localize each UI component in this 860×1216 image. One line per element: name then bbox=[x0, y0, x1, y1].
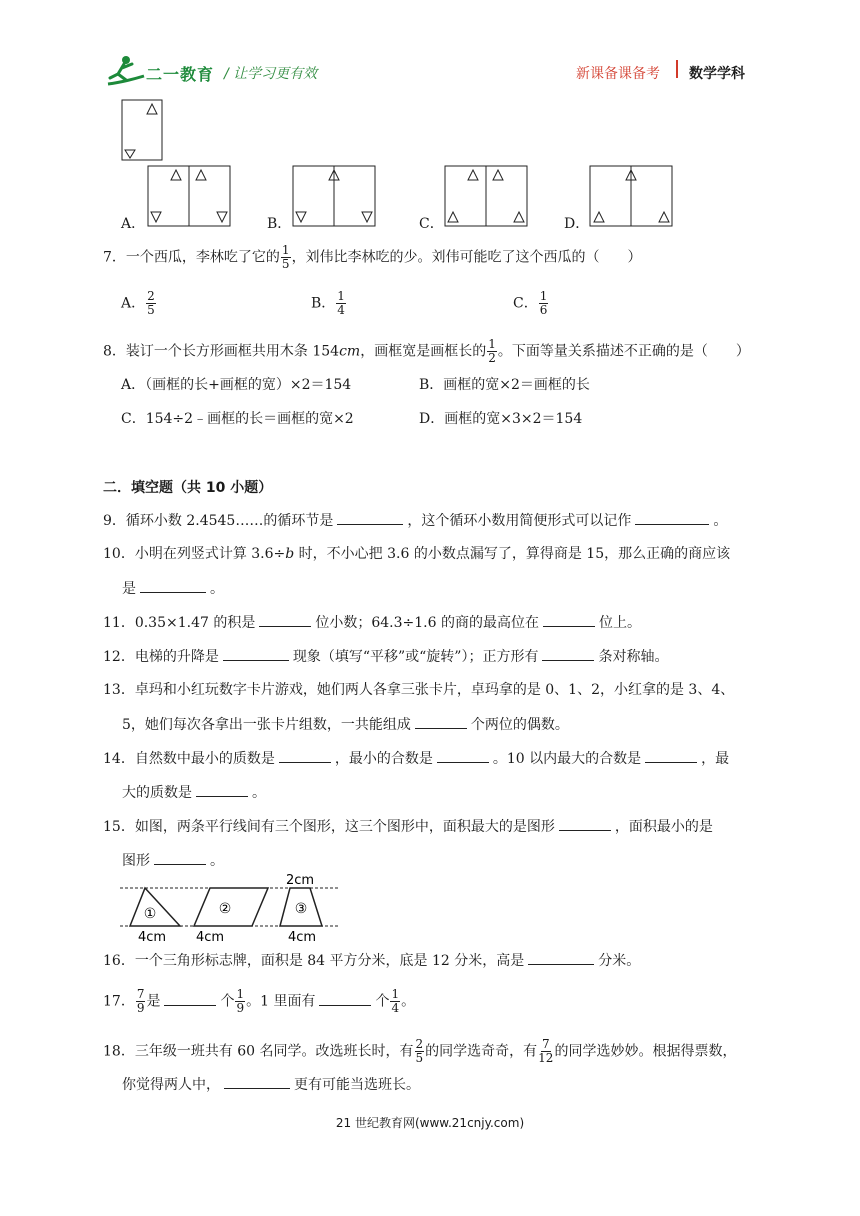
q14-blank-1[interactable] bbox=[279, 748, 331, 763]
q9-blank-1[interactable] bbox=[337, 510, 403, 525]
q18-line-1: 18．三年级一班共有 60 名同学。改选班长时，有 $\frac{2}{5}$ 的同学选奇奇，有 $\frac{7}{12}$ 的同学选妙妙。根据得票数， bbox=[103, 1037, 737, 1065]
q10-blank[interactable] bbox=[140, 578, 206, 593]
svg-text:①: ① bbox=[143, 906, 157, 922]
header-subject: 数学学科 bbox=[689, 66, 745, 82]
q16: 16．一个三角形标志牌，面积是 84 平方分米，底是 12 分米，高是 分米。 bbox=[103, 950, 640, 971]
q13-line-1: 13．卓玛和小红玩数字卡片游戏，她们两人各拿三张卡片，卓玛拿的是 0、1、2，小红拿的是 3、4、 bbox=[103, 682, 735, 698]
q14-line-2: 大的质数是 。 bbox=[122, 782, 266, 803]
logo-text: 二一教育 bbox=[146, 65, 215, 84]
svg-text:4cm: 4cm bbox=[195, 930, 225, 944]
q13-line-2: 5，她们每次各拿出一张卡片组数，一共能组成 个两位的偶数。 bbox=[122, 714, 569, 735]
header-tagline: 新课备课备考 bbox=[576, 66, 660, 82]
q12-blank-2[interactable] bbox=[542, 646, 594, 661]
page-footer: 21 世纪教育网(www.21cnjy.com) bbox=[335, 1116, 525, 1130]
q14-line-1: 14．自然数中最小的质数是 ，最小的合数是 。10 以内最大的合数是 ，最 bbox=[103, 748, 729, 769]
q8-option-c[interactable]: C．154÷2﹣画框的长＝画框的宽×2 bbox=[121, 411, 354, 427]
q15-figure bbox=[118, 872, 344, 944]
q8-option-b[interactable]: B．画框的宽×2＝画框的长 bbox=[419, 377, 590, 393]
q11: 11．0.35×1.47 的积是 位小数；64.3÷1.6 的商的最高位在 位上。 bbox=[103, 612, 641, 633]
header-slogan: / 让学习更有效 bbox=[224, 66, 318, 82]
q6-option-a-figure bbox=[148, 166, 230, 226]
q7-fraction: $\frac{1}{5}$ bbox=[281, 243, 290, 271]
svg-text:③: ③ bbox=[294, 901, 308, 917]
q15-line-1: 15．如图，两条平行线间有三个图形，这三个图形中，面积最大的是图形 ，面积最小的是 bbox=[103, 816, 713, 837]
q9: 9．循环小数 2.4545……的循环节是 ，这个循环小数用简便形式可以记作 。 bbox=[103, 510, 727, 531]
q8-fraction: $\frac{1}{2}$ bbox=[488, 337, 496, 365]
q6-option-c[interactable]: C． bbox=[419, 216, 444, 232]
q6-option-b[interactable]: B． bbox=[267, 216, 292, 232]
q7-stem: 7．一个西瓜，李林吃了它的 $\frac{1}{5}$ ，刘伟比李林吃的少。刘伟可能吃了这个西瓜的（ ） bbox=[103, 243, 642, 271]
q14-blank-4[interactable] bbox=[196, 782, 248, 797]
q14-blank-3[interactable] bbox=[645, 748, 697, 763]
q15-blank-2[interactable] bbox=[154, 850, 206, 865]
section-fill-in-title: 二．填空题（共 10 小题） bbox=[103, 480, 273, 496]
svg-text:2cm: 2cm bbox=[285, 873, 315, 888]
q6-option-c-figure bbox=[445, 166, 527, 226]
q7-option-c[interactable]: C． $\frac{1}{6}$ bbox=[513, 289, 548, 317]
q10-line-1: 10．小明在列竖式计算 3.6÷b 时，不小心把 3.6 的小数点漏写了，算得商是 15，那么正确的商应该 bbox=[103, 546, 731, 562]
q6-option-d[interactable]: D． bbox=[564, 216, 590, 232]
q6-figure bbox=[100, 96, 700, 236]
q10-line-2: 是 。 bbox=[122, 578, 224, 599]
q18-line-2: 你觉得两人中， 更有可能当选班长。 bbox=[122, 1074, 420, 1095]
q18-blank[interactable] bbox=[224, 1074, 290, 1089]
q6-option-b-figure bbox=[293, 166, 375, 226]
q7-option-a[interactable]: A． $\frac{2}{5}$ bbox=[121, 289, 155, 317]
svg-text:4cm: 4cm bbox=[287, 930, 317, 944]
svg-text:4cm: 4cm bbox=[137, 930, 167, 944]
q13-blank[interactable] bbox=[415, 714, 467, 729]
q11-blank-1[interactable] bbox=[259, 612, 311, 627]
header-divider bbox=[676, 60, 678, 78]
q7-option-b[interactable]: B． $\frac{1}{4}$ bbox=[311, 289, 345, 317]
q6-option-d-figure bbox=[590, 166, 672, 226]
q17-blank-1[interactable] bbox=[164, 991, 216, 1006]
q15-line-2: 图形 。 bbox=[122, 850, 224, 871]
q8-stem: 8．装订一个长方形画框共用木条 154cm，画框宽是画框长的 $\frac{1}{2}$ 。下面等量关系描述不正确的是（ ） bbox=[103, 337, 750, 365]
q16-blank[interactable] bbox=[528, 950, 594, 965]
q8-option-d[interactable]: D．画框的宽×3×2＝154 bbox=[419, 411, 583, 427]
q15-blank-1[interactable] bbox=[559, 816, 611, 831]
q12: 12．电梯的升降是 现象（填写“平移”或“旋转”）；正方形有 条对称轴。 bbox=[103, 646, 668, 667]
q9-blank-2[interactable] bbox=[635, 510, 709, 525]
q6-option-a[interactable]: A． bbox=[121, 216, 146, 232]
svg-text:②: ② bbox=[218, 901, 232, 917]
q17: 17． $\frac{7}{9}$ 是 个 $\frac{1}{9}$ 。1 里面有 个 $\frac{1}{4}$ 。 bbox=[103, 987, 416, 1015]
q12-blank-1[interactable] bbox=[223, 646, 289, 661]
q11-blank-2[interactable] bbox=[543, 612, 595, 627]
q17-blank-2[interactable] bbox=[319, 991, 371, 1006]
q14-blank-2[interactable] bbox=[437, 748, 489, 763]
q8-option-a[interactable]: A．（画框的长+画框的宽）×2＝154 bbox=[121, 377, 352, 393]
